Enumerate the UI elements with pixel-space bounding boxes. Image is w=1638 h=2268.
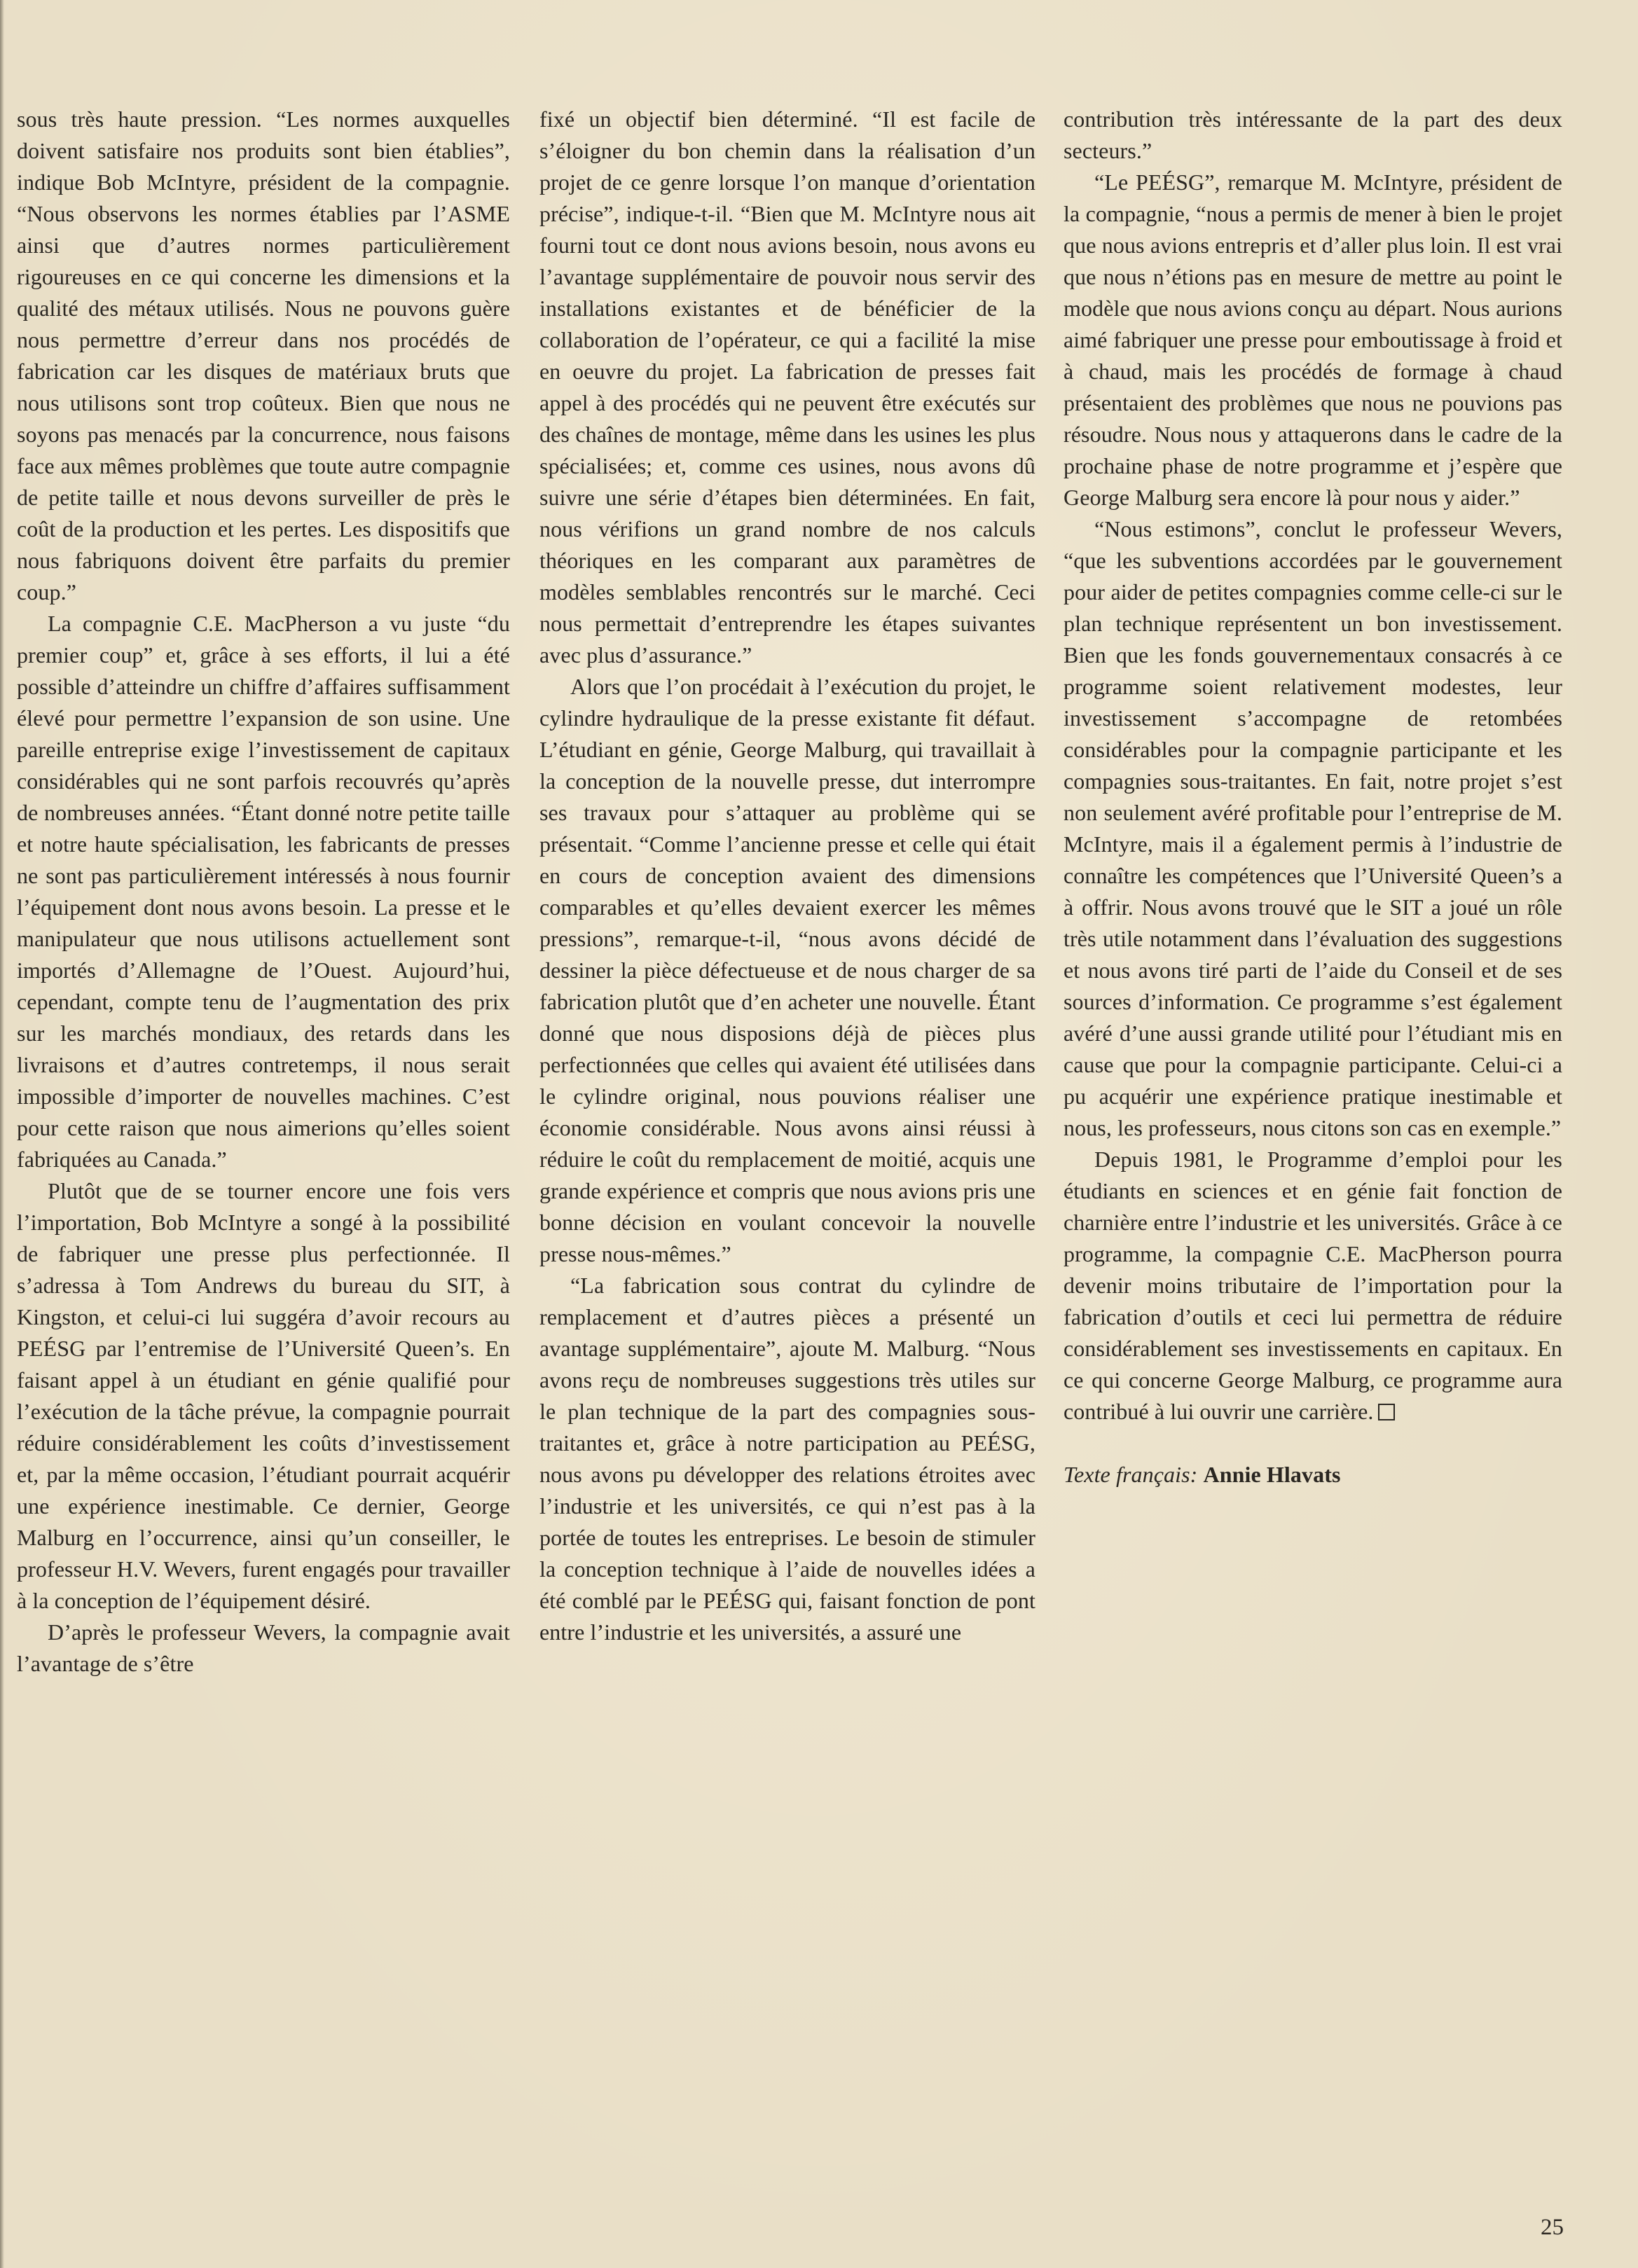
paragraph-text: Depuis 1981, le Programme d’emploi pour les étudiants en sciences et en génie fait fonction de charnière entre l’industrie et les universités. Grâce à ce programme, la compagnie C.E. MacPherson pourra devenir moins tributaire de l’importation pour la fabrication d’outils et ceci lui permettra de réduire considérablement ses investissements en capitaux. En ce qui concerne George Malburg, ce programme aura contribué à lui ouvrir une carrière.	[1064, 1147, 1562, 1424]
article-column-1	[17, 104, 510, 1680]
paragraph: “Nous estimons”, conclut le professeur Wevers, “que les subventions accordées par le gouvernement pour aider de petites compagnies comme celle-ci sur le plan technique représentent un bon investissement. Bien que les fonds gouvernementaux consacrés à ce programme soient relativement modestes, leur investissement s’accompagne de retombées considérables pour la compagnie participante et les compagnies sous-traitantes. En fait, notre projet s’est non seulement avéré profitable pour l’entreprise de M. McIntyre, mais il a également permis à l’industrie de connaître les compétences que l’Université Queen’s a à offrir. Nous avons trouvé que le SIT a joué un rôle très utile notamment dans l’évaluation des suggestions et nous avons tiré parti de l’aide du Conseil et de ses sources d’information. Ce programme s’est également avéré d’une aussi grande utilité pour l’étudiant mis en cause que pour la compagnie participante. Celui-ci a pu acquérir une expérience pratique inestimable et nous, les professeurs, nous citons son cas en exemple.”	[1064, 516, 1562, 1140]
article-column-2	[539, 104, 1035, 1648]
credit-label: Texte français:	[1064, 1462, 1198, 1487]
paragraph: sous très haute pression. “Les normes auxquelles doivent satisfaire nos produits sont bien établies”, indique Bob McIntyre, président de la compagnie. “Nous observons les normes établies par l’ASME ainsi que d’autres normes particulièrement rigoureuses en ce qui concerne les dimensions et la qualité des métaux utilisés. Nous ne pouvons guère nous permettre d’erreur dans nos procédés de fabrication car les disques de matériaux bruts que nous utilisons sont trop coûteux. Bien que nous ne soyons pas menacés par la concurrence, nous faisons face aux mêmes problèmes que toute autre compagnie de petite taille et nous devons surveiller de près le coût de la production et les pertes. Les dispositifs que nous fabriquons doivent être parfaits du premier coup.”	[17, 106, 510, 604]
page-binding-edge	[0, 0, 4, 2268]
paragraph-final	[1064, 1144, 1562, 1427]
translation-credit	[1064, 1459, 1562, 1491]
paragraph: Alors que l’on procédait à l’exécution du projet, le cylindre hydraulique de la presse existante fit défaut. L’étudiant en génie, George Malburg, qui travaillait à la conception de la nouvelle presse, dut interrompre ses travaux pour s’attaquer au problème qui se présentait. “Comme l’ancienne presse et celle qui était en cours de conception avaient des dimensions comparables et qu’elles devaient exercer les mêmes pressions”, remarque-t-il, “nous avons décidé de dessiner la pièce défectueuse et de nous charger de sa fabrication plutôt que d’en acheter une nouvelle. Étant donné que nous disposions déjà de pièces plus perfectionnées que celles qui avaient été utilisées dans le cylindre original, nous pouvions réaliser une économie considérable. Nous avons ainsi réussi à réduire le coût du remplacement de moitié, acquis une grande expérience et compris que nous avions pris une bonne décision en voulant concevoir la nouvelle presse nous-mêmes.”	[539, 674, 1035, 1266]
paragraph: fixé un objectif bien déterminé. “Il est facile de s’éloigner du bon chemin dans la réalisation d’un projet de ce genre lorsque l’on manque d’orientation précise”, indique-t-il. “Bien que M. McIntyre nous ait fourni tout ce dont nous avions besoin, nous avons eu l’avantage supplémentaire de pouvoir nous servir des installations existantes et de bénéficier de la collaboration de l’opérateur, ce qui a facilité la mise en oeuvre du projet. La fabrication de presses fait appel à des procédés qui ne peuvent être exécutés sur des chaînes de montage, même dans les usines les plus spécialisées; et, comme ces usines, nous avons dû suivre une série d’étapes bien déterminées. En fait, nous vérifions un grand nombre de nos calculs théoriques en les comparant aux paramètres de modèles semblables rencontrés sur le marché. Ceci nous permettait d’entreprendre les étapes suivantes avec plus d’assurance.”	[539, 106, 1035, 668]
article-column-3	[1064, 104, 1562, 1491]
page-number: 25	[1541, 2215, 1564, 2240]
paragraph: Plutôt que de se tourner encore une fois vers l’importation, Bob McIntyre a songé à la possibilité de fabriquer une presse plus perfectionnée. Il s’adressa à Tom Andrews du bureau du SIT, à Kingston, et celui-ci lui suggéra d’avoir recours au PEÉSG par l’entremise de l’Université Queen’s. En faisant appel à un étudiant en génie qualifié pour l’exécution de la tâche prévue, la compagnie pourrait réduire considérablement les coûts d’investissement et, par la même occasion, l’étudiant pourrait acquérir une expérience inestimable. Ce dernier, George Malburg en l’occurrence, ainsi qu’un conseiller, le professeur H.V. Wevers, furent engagés pour travailler à la conception de l’équipement désiré.	[17, 1178, 510, 1613]
paragraph: La compagnie C.E. MacPherson a vu juste “du premier coup” et, grâce à ses efforts, il lui a été possible d’atteindre un chiffre d’affaires suffisamment élevé pour permettre l’expansion de son usine. Une pareille entreprise exige l’investissement de capitaux considérables qui ne sont parfois recouvrés qu’après de nombreuses années. “Étant donné notre petite taille et notre haute spécialisation, les fabricants de presses ne sont pas particulièrement intéressés à nous fournir l’équipement dont nous avons besoin. La presse et le manipulateur que nous utilisons actuellement sont importés d’Allemagne de l’Ouest. Aujourd’hui, cependant, compte tenu de l’augmentation des prix sur les marchés mondiaux, des retards dans les livraisons et d’autres contretemps, il nous serait impossible d’importer de nouvelles machines. C’est pour cette raison que nous aimerions qu’elles soient fabriquées au Canada.”	[17, 611, 510, 1172]
paragraph: “La fabrication sous contrat du cylindre de remplacement et d’autres pièces a présenté un avantage supplémentaire”, ajoute M. Malburg. “Nous avons reçu de nombreuses suggestions très utiles sur le plan technique de la part des compagnies sous-traitantes et, grâce à notre participation au PEÉSG, nous avons pu développer des relations étroites avec l’industrie et les universités, ce qui n’est pas à la portée de toutes les entreprises. Le besoin de stimuler la conception technique à l’aide de nouvelles idées a été comblé par le PEÉSG qui, faisant fonction de pont entre l’industrie et les universités, a assuré une	[539, 1273, 1035, 1645]
paragraph: “Le PEÉSG”, remarque M. McIntyre, président de la compagnie, “nous a permis de mener à bien le projet que nous avions entrepris et d’aller plus loin. Il est vrai que nous n’étions pas en mesure de mettre au point le modèle que nous avions conçu au départ. Nous aurions aimé fabriquer une presse pour emboutissage à froid et à chaud, mais les procédés de formage à chaud présentaient des problèmes que nous ne pouvions pas résoudre. Nous nous y attaquerons dans le cadre de la prochaine phase de notre programme et j’espère que George Malburg sera encore là pour nous y aider.”	[1064, 170, 1562, 510]
paragraph: D’après le professeur Wevers, la compagnie avait l’avantage de s’être	[17, 1619, 510, 1676]
paragraph: contribution très intéressante de la part des deux secteurs.”	[1064, 106, 1562, 163]
end-mark-icon	[1378, 1404, 1395, 1420]
credit-name: Annie Hlavats	[1203, 1462, 1341, 1487]
